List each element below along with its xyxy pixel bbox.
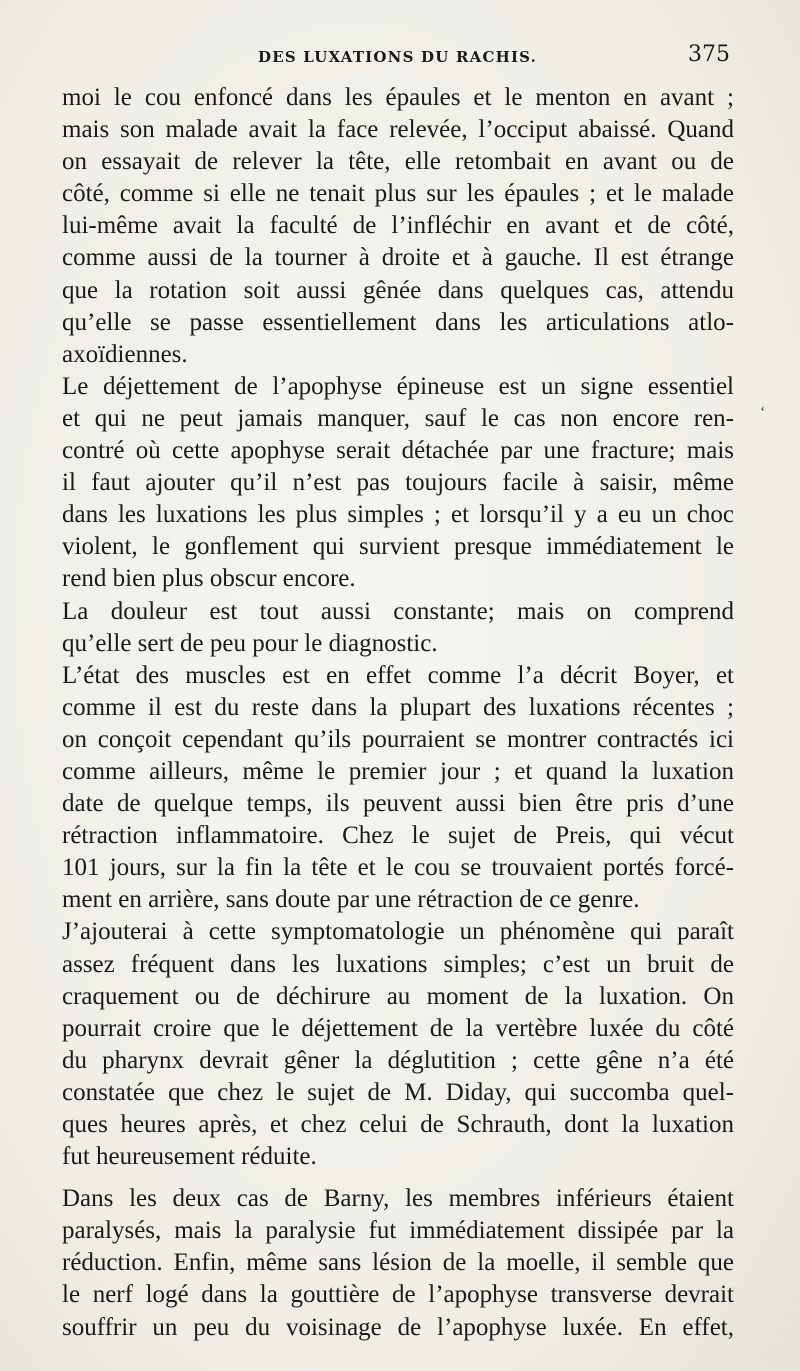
text-line: violent, le gonflement qui survient presque immédiatement le [62,533,734,561]
text-line: réduction. Enfin, même sans lésion de la moelle, il semble que [62,1249,734,1277]
text-line: paralysés, mais la paralysie fut immédiatement dissipée par la [62,1217,734,1245]
text-line: rétraction inflammatoire. Chez le sujet de Preis, qui vécut [62,822,734,850]
text-line: L’état des muscles est en effet comme l’a décrit Boyer, et [62,661,734,689]
text-line: craquement ou de déchirure au moment de la luxation. On [62,982,734,1010]
text-line: que la rotation soit aussi gênée dans quelques cas, attendu [62,276,734,304]
text-line: du pharynx devrait gêner la déglutition ; cette gêne n’a été [62,1046,734,1074]
running-title: DES LUXATIONS DU RACHIS. [258,48,538,66]
text-line: comme aussi de la tourner à droite et à gauche. Il est étrange [62,244,734,272]
text-line: contré où cette apophyse serait détachée par une fracture; mais [62,437,734,465]
text-line: J’ajouterai à cette symptomatologie un phénomène qui paraît [62,918,734,946]
text-line: qu’elle sert de peu pour le diagnostic. [62,629,438,657]
page-number: 375 [688,42,730,67]
text-line: qu’elle se passe essentiellement dans les articulations atlo- [62,308,734,336]
text-line: comme ailleurs, même le premier jour ; et quand la luxation [62,757,734,785]
text-line: souffrir un peu du voisinage de l’apophyse luxée. En effet, [62,1313,734,1341]
running-head [0,42,800,76]
paragraph [62,371,734,596]
text-line: comme il est du reste dans la plupart des luxations récentes ; [62,693,734,721]
paragraph [62,82,734,371]
text-line: rend bien plus obscur encore. [62,565,356,593]
text-line: on essayait de relever la tête, elle retombait en avant ou de [62,148,734,176]
text-line: ques heures après, et chez celui de Schrauth, dont la luxation [62,1111,734,1138]
text-line: ment en arrière, sans doute par une rétraction de ce genre. [62,886,640,914]
text-line: et qui ne peut jamais manquer, sauf le cas non encore ren- [62,404,734,432]
text-line: La douleur est tout aussi constante; mais on comprend [62,597,734,625]
body-text [62,82,734,1344]
paragraph-gap [62,1173,734,1183]
text-line: il faut ajouter qu’il n’est pas toujours facile à saisir, même [62,469,734,497]
text-line: 101 jours, sur la fin la tête et le cou se trouvaient portés forcé- [62,854,734,882]
text-line: moi le cou enfoncé dans les épaules et le menton en avant ; [62,84,734,111]
text-line: pourrait croire que le déjettement de la vertèbre luxée du côté [62,1014,734,1042]
paragraph [62,916,734,1173]
text-line: axoïdiennes. [62,340,188,368]
text-line: côté, comme si elle ne tenait plus sur les épaules ; et le malade [62,180,734,208]
text-line: fut heureusement réduite. [62,1143,317,1171]
text-line: dans les luxations les plus simples ; et lorsqu’il y a eu un choc [62,501,734,529]
text-line: Dans les deux cas de Barny, les membres inférieurs étaient [62,1185,734,1213]
text-line: mais son malade avait la face relevée, l’occiput abaissé. Quand [62,116,734,144]
text-line: date de quelque temps, ils peuvent aussi bien être pris d’une [62,790,734,818]
paragraph [62,660,734,917]
text-line: le nerf logé dans la gouttière de l’apophyse transverse devrait [62,1281,734,1309]
text-line: on conçoit cependant qu’ils pourraient se montrer contractés ici [62,725,734,753]
text-line: lui-même avait la faculté de l’infléchir en avant et de côté, [62,212,734,240]
paragraph [62,1183,734,1343]
margin-mark: ʻ [760,404,766,421]
paragraph [62,596,734,660]
text-line: Le déjettement de l’apophyse épineuse est un signe essentiel [62,372,734,400]
text-line: assez fréquent dans les luxations simples; c’est un bruit de [62,950,734,978]
text-line: constatée que chez le sujet de M. Diday, qui succomba quel- [62,1078,734,1106]
